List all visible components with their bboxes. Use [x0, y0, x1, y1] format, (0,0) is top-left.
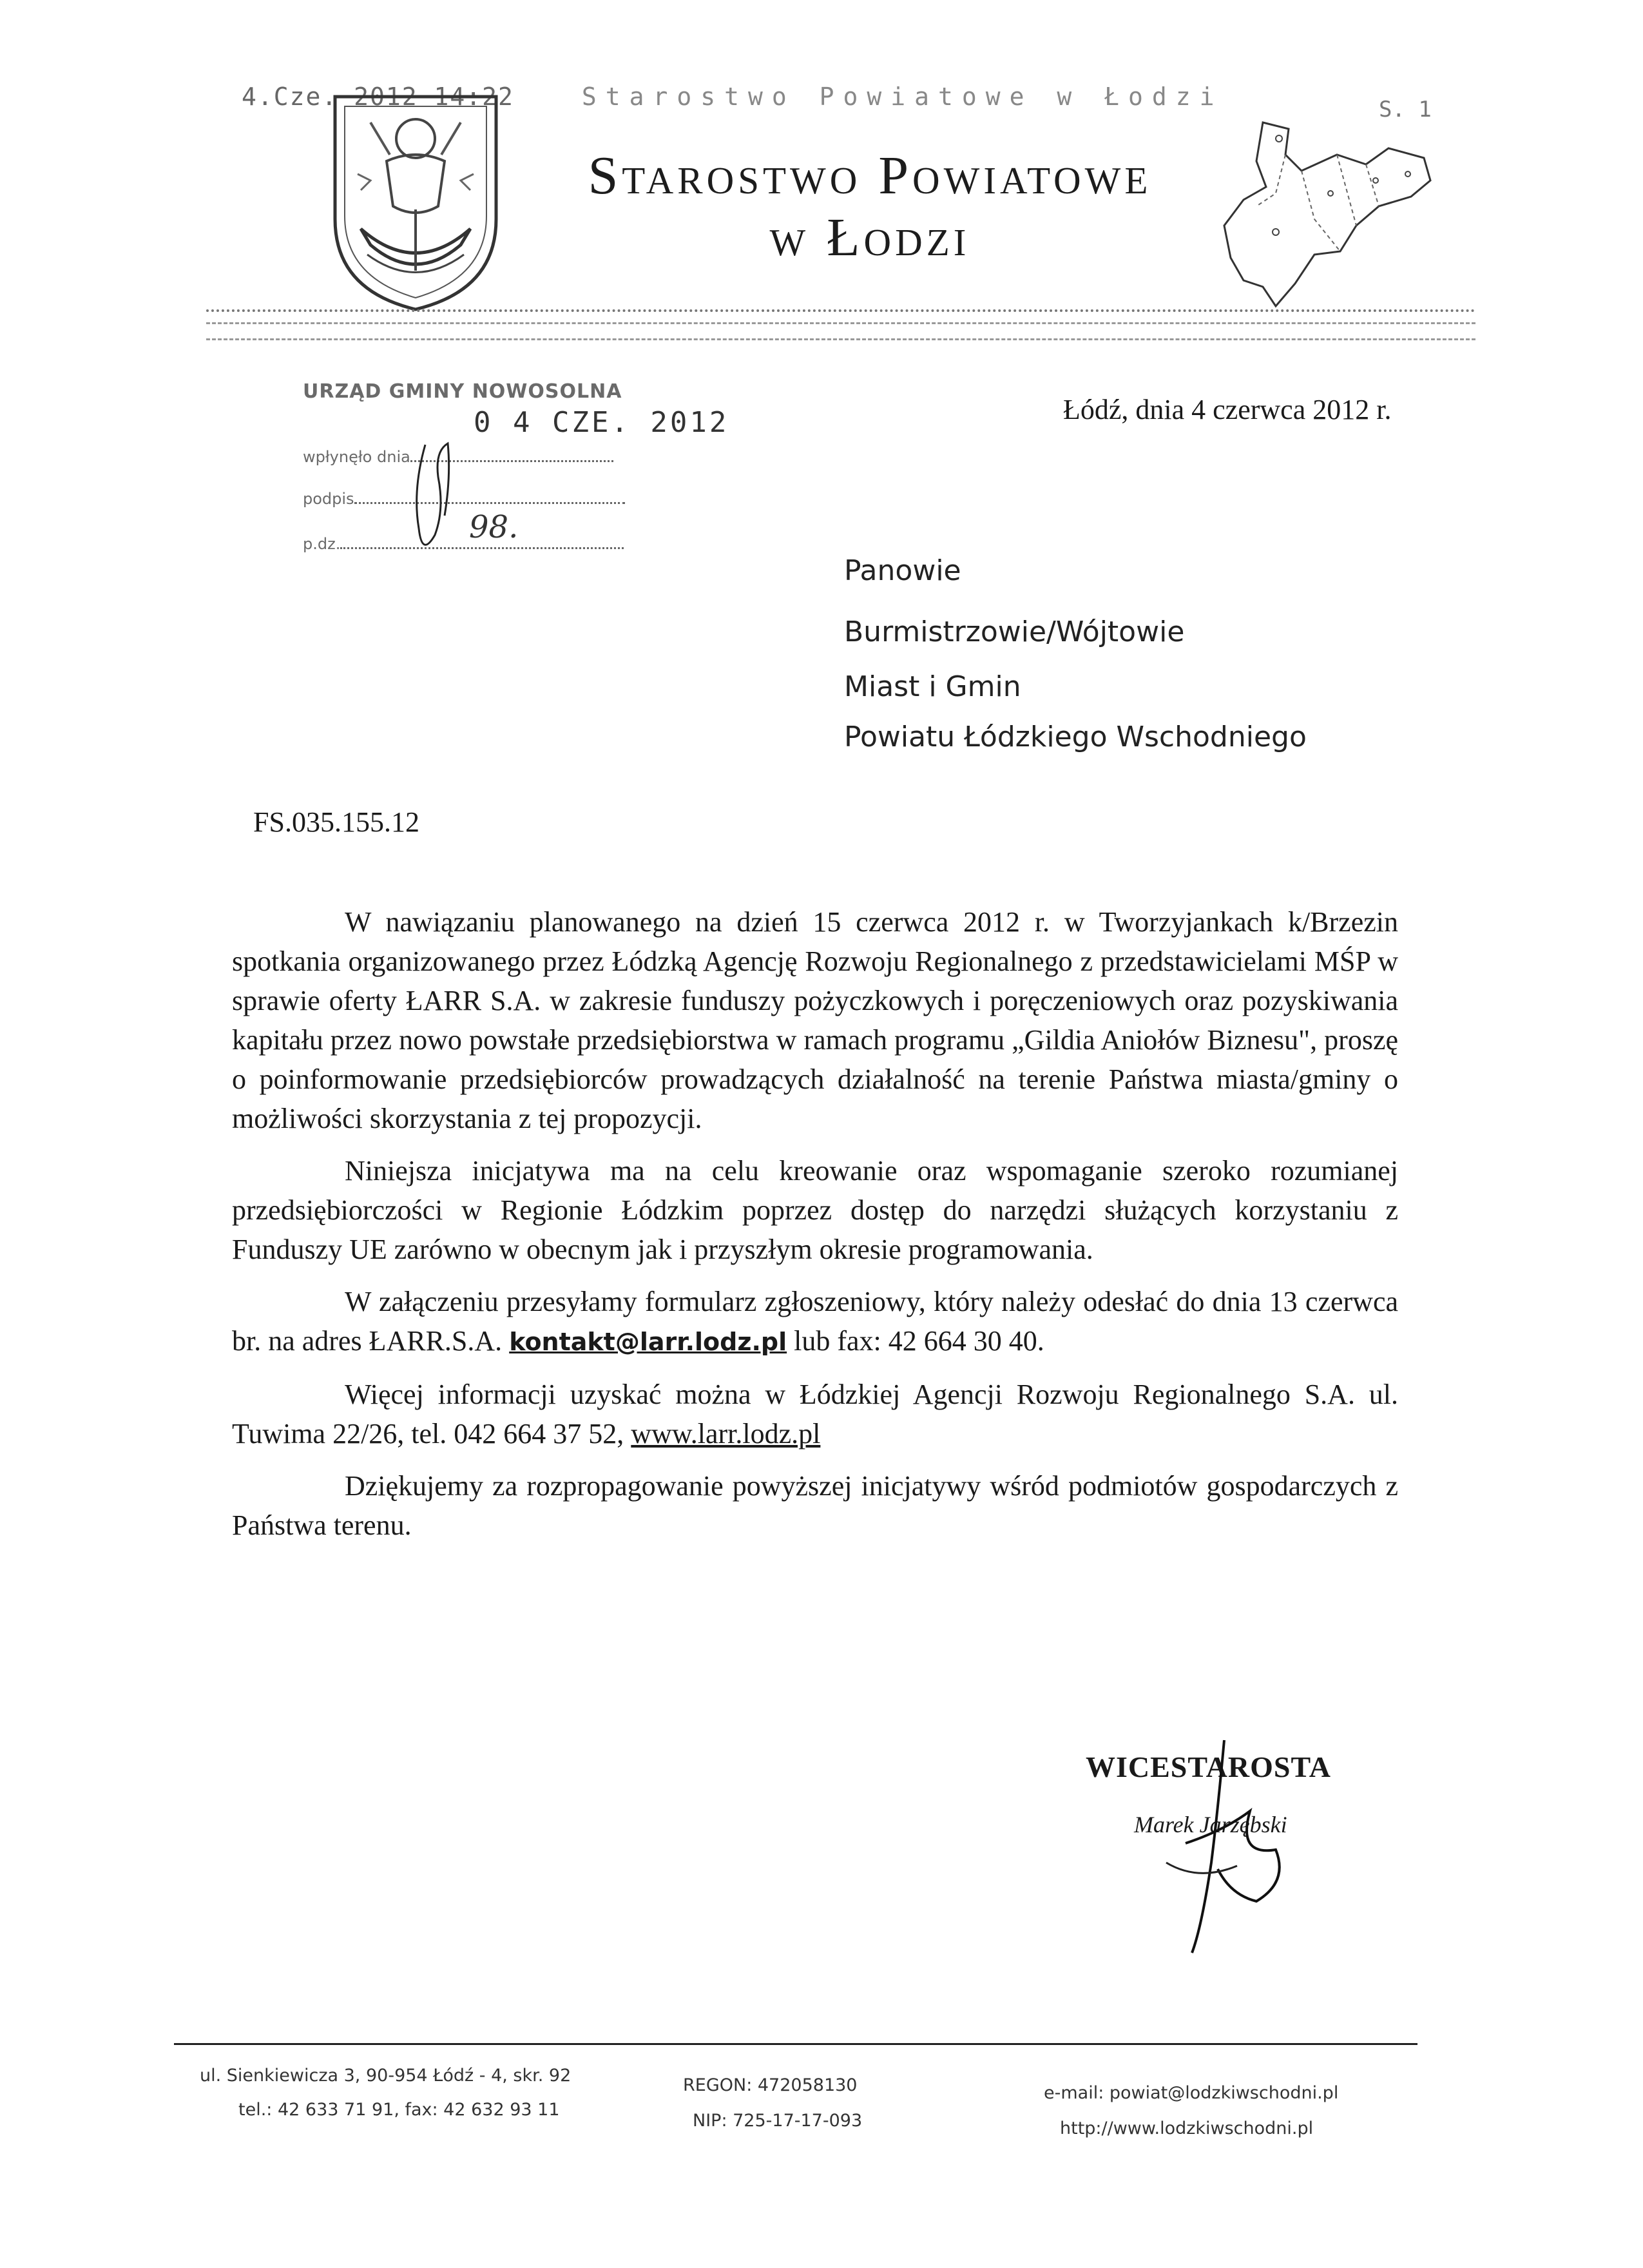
stamp-initials-icon [399, 438, 464, 561]
body-paragraph-4 [232, 1375, 1398, 1453]
footer-email[interactable]: e-mail: powiat@lodzkiwschodni.pl [1044, 2083, 1339, 2103]
header-divider [206, 309, 1475, 312]
place-and-date: Łódź, dnia 4 czerwca 2012 r. [1063, 394, 1392, 425]
signatory-name: Marek Jarzębski [1134, 1812, 1287, 1837]
stamp-ref-value: 98. [469, 509, 519, 545]
fax-timestamp: 4.Cze. 2012 14:22 [242, 82, 514, 111]
paragraph-3-fax: lub fax: 42 664 30 40. [794, 1325, 1044, 1357]
footer-divider [174, 2043, 1417, 2045]
recipient-line-3: Miast i Gmin [844, 670, 1021, 703]
paragraph-3-text: W załączeniu przesyłamy formularz zgłoszeniowy, który należy odesłać do dnia 13 czerwca br. na adres ŁARR.S.A. [232, 1286, 1398, 1357]
footer-nip: NIP: 725-17-17-093 [693, 2111, 863, 2131]
header-divider-tertiary [206, 338, 1475, 340]
organization-name-line2: w Łodzi [769, 208, 970, 267]
stamp-signature-label: podpis [303, 490, 354, 508]
footer-regon: REGON: 472058130 [683, 2075, 858, 2095]
fax-sender: Starostwo Powiatowe w Łodzi [581, 82, 1224, 111]
footer-address: ul. Sienkiewicza 3, 90-954 Łódź - 4, skr. 92 [200, 2066, 572, 2086]
stamp-received-label: wpłynęło dnia [303, 448, 410, 466]
letter-body [232, 902, 1398, 1558]
recipient-line-4: Powiatu Łódzkiego Wschodniego [844, 721, 1307, 753]
body-paragraph-5: Dziękujemy za rozpropagowanie powyższej inicjatywy wśród podmiotów gospodarczych z Państwa terenu. [232, 1470, 1398, 1541]
stamp-office-name: URZĄD GMINY NOWOSOLNA [303, 380, 622, 403]
coat-of-arms-icon [322, 84, 509, 316]
larr-website-link[interactable]: www.larr.lodz.pl [631, 1418, 821, 1449]
organization-name [538, 145, 1202, 269]
recipient-line-2: Burmistrzowie/Wójtowie [844, 615, 1185, 648]
body-paragraph-2: Niniejsza inicjatywa ma na celu kreowanie oraz wspomaganie szeroko rozumianej przedsiębiorczości w Regionie Łódzkim poprzez dostęp do narzędzi służących korzystaniu z Funduszy UE zarówno w obecnym jak i przyszłym okresie programowania. [232, 1155, 1398, 1265]
footer-phone-fax: tel.: 42 633 71 91, fax: 42 632 93 11 [238, 2100, 560, 2120]
stamp-date: 0 4 CZE. 2012 [474, 406, 729, 439]
footer-website[interactable]: http://www.lodzkiwschodni.pl [1060, 2118, 1314, 2138]
handwritten-signature-icon [1128, 1734, 1321, 1959]
body-paragraph-1: W nawiązaniu planowanego na dzień 15 czerwca 2012 r. w Tworzyjankach k/Brzezin spotkania organizowanego przez Łódzką Agencję Rozwoju Regionalnego z przedstawicielami MŚP w sprawie oferty ŁARR S.A. w zakresie funduszy pożyczkowych i poręczeniowych oraz pozyskiwania kapitału przez nowo powstałe przedsiębiorstwa w ramach programu „Gildia Aniołów Biznesu", proszę o poinformowanie przedsiębiorców prowadzących działalność na terenie Państwa miasta/gminy o możliwości skorzystania z tej propozycji. [232, 906, 1398, 1134]
paragraph-4-text: Więcej informacji uzyskać można w Łódzkiej Agencji Rozwoju Regionalnego S.A. ul. Tuwima 22/26, tel. 042 664 37 52, [232, 1379, 1398, 1449]
county-map-icon [1218, 110, 1437, 316]
fax-page-number: S. 1 [1379, 97, 1432, 122]
receipt-stamp [303, 380, 729, 567]
organization-name-line1: Starostwo Powiatowe [588, 146, 1152, 206]
reference-number: FS.035.155.12 [253, 806, 419, 838]
signatory-title: WICESTAROSTA [1086, 1750, 1331, 1783]
recipient-line-1: Panowie [844, 554, 961, 587]
stamp-ref-label: p.dz. [303, 535, 341, 553]
contact-email-link[interactable]: kontakt@larr.lodz.pl [509, 1328, 787, 1356]
header-divider-secondary [206, 322, 1475, 324]
body-paragraph-3 [232, 1282, 1398, 1362]
